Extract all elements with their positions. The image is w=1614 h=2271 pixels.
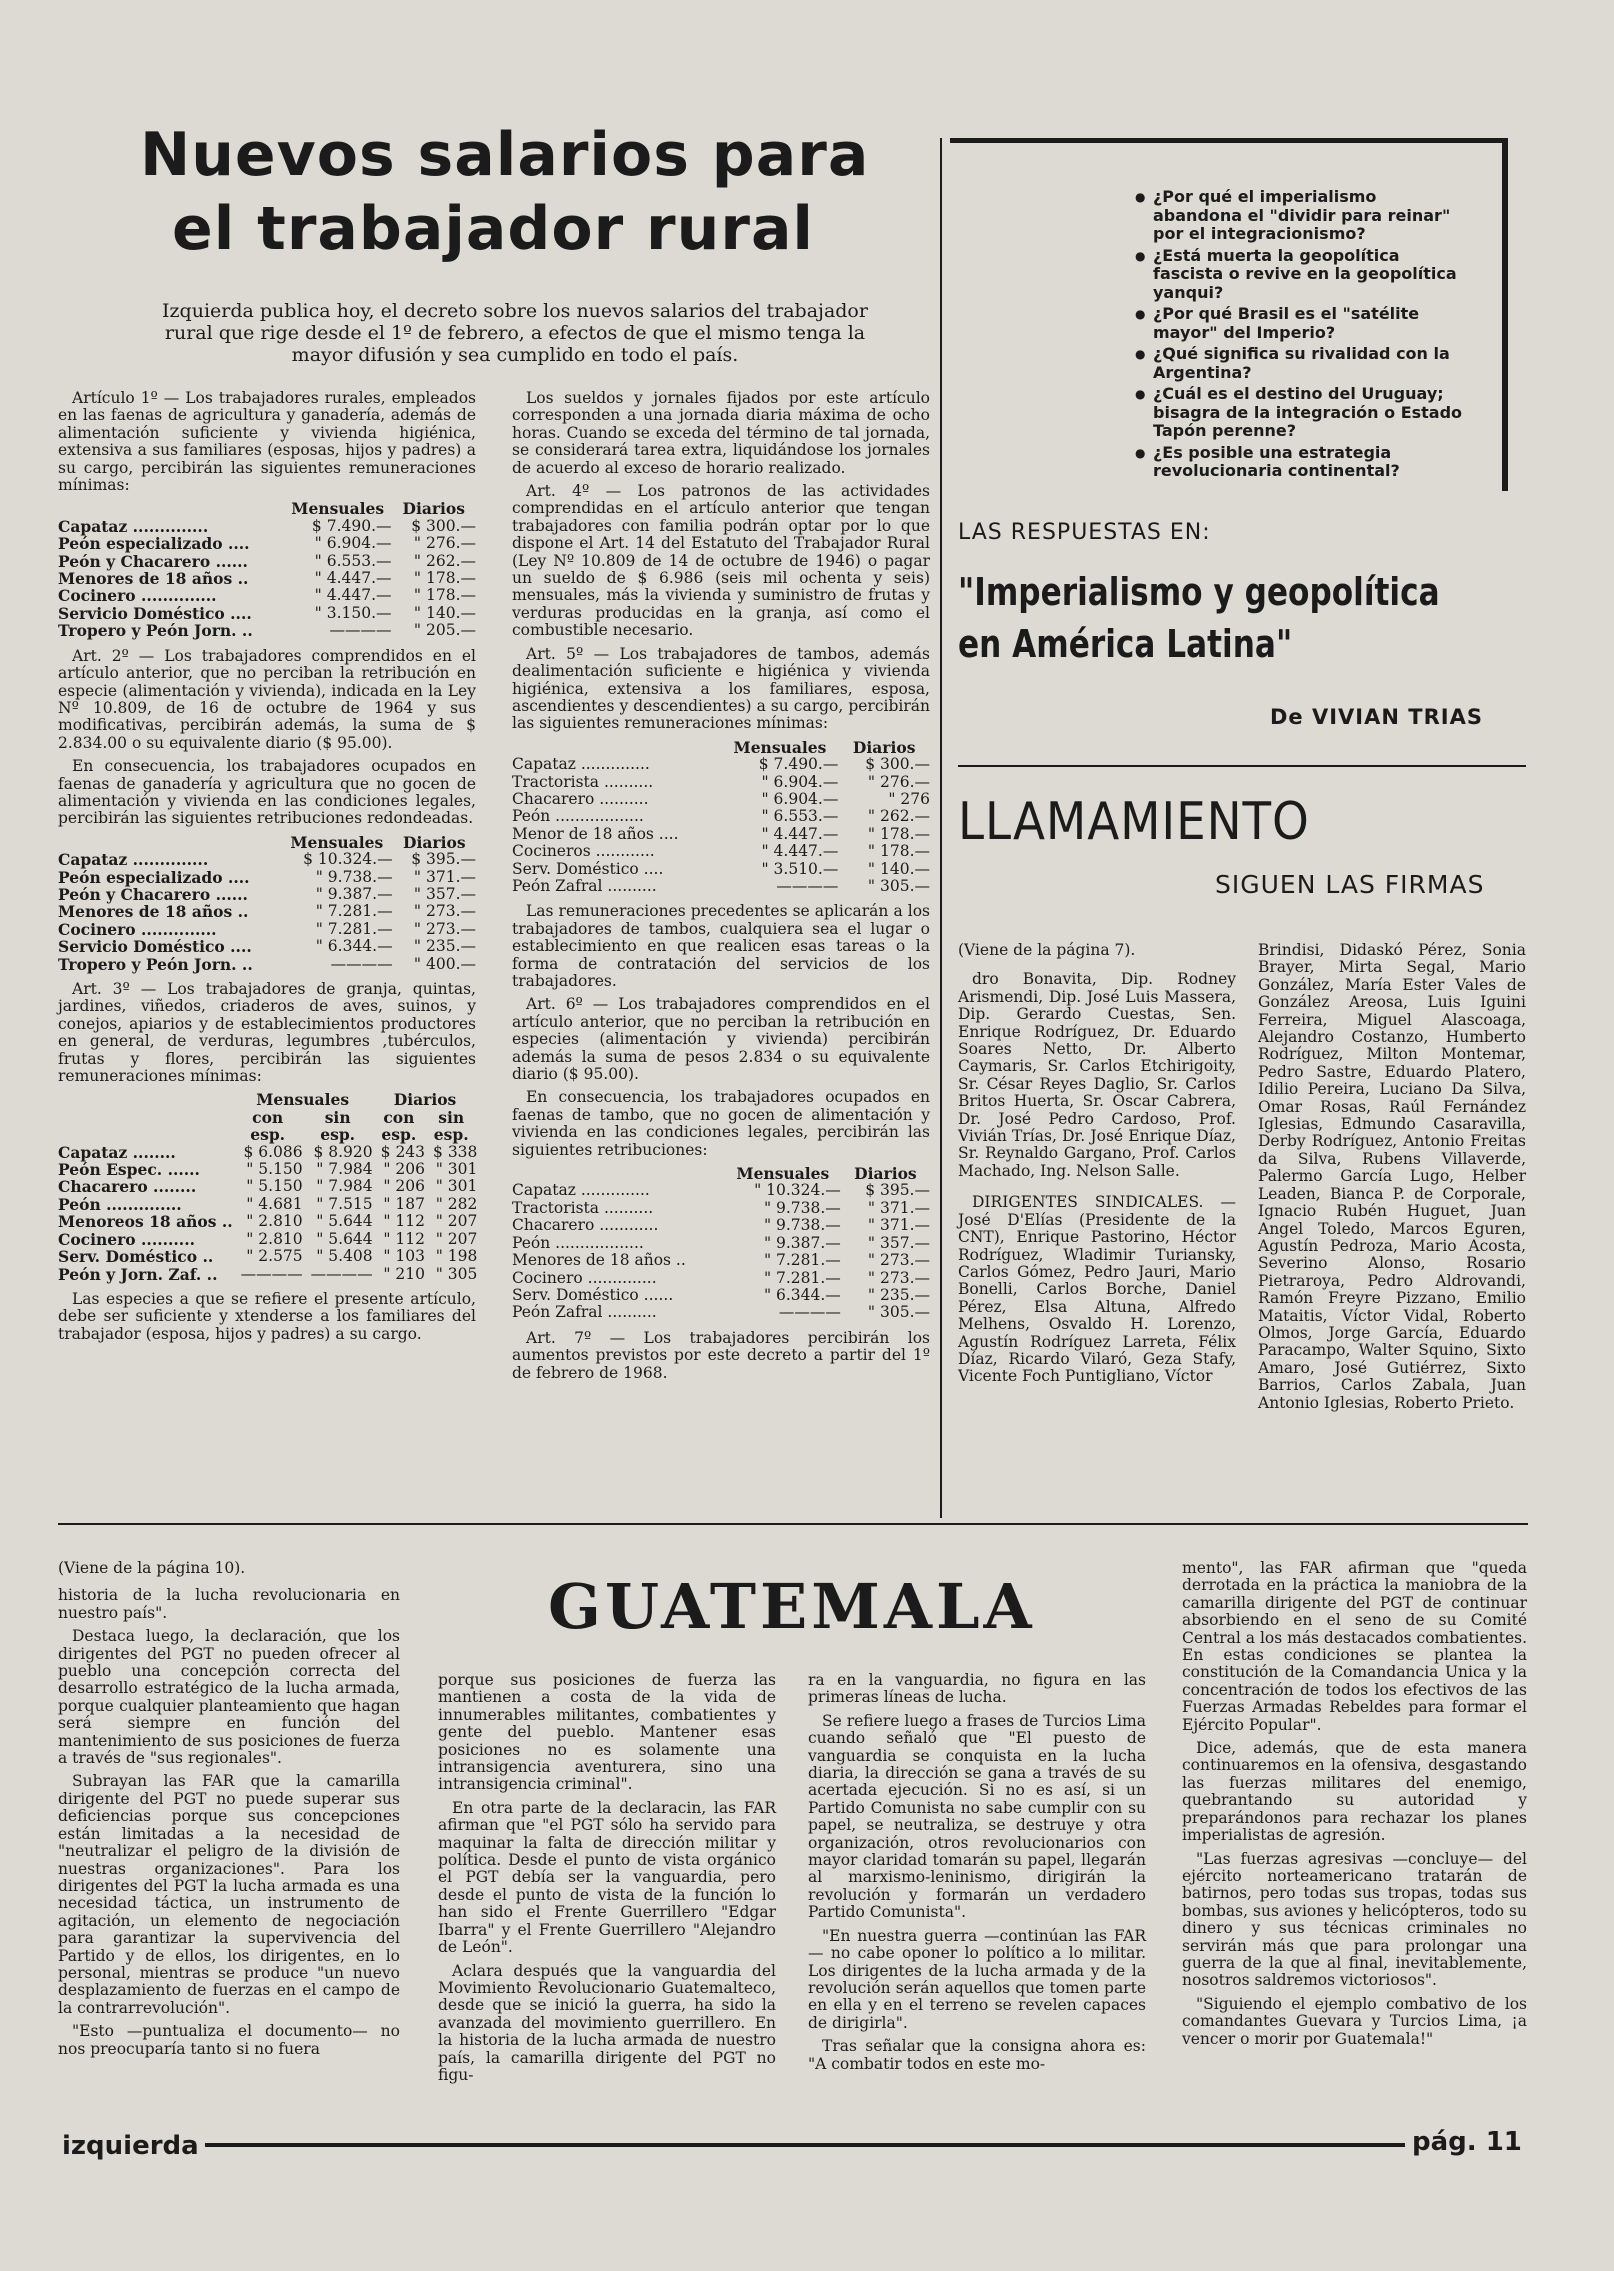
salarios-art7: Art. 7º — Los trabajadores percibirán los aumentos previstos por este decreto a partir del 1º de febrero de 1968.: [512, 1328, 930, 1382]
section-divider: [58, 1523, 1528, 1525]
table-row: Cocinero .............. " 7.281.— " 273.—: [58, 919, 476, 939]
guatemala-p5: porque sus posiciones de fuerza las mantienen a costa de la vida de innumerables militantes, combatientes y gente del pueblo. Mantener esas posiciones no es solamente una intransigencia aventurera, sino una intransigencia criminal".: [438, 1671, 776, 1794]
table-row: Peón Zafral .......... ———— " 305.—: [512, 1303, 930, 1322]
table-row: Capataz ........ $ 6.086 $ 8.920 $ 243 $ 338: [58, 1142, 478, 1162]
llamamiento-firmas-1: dro Bonavita, Dip. Rodney Arismendi, Dip. José Luis Massera, Dip. Gerardo Cuestas, Sen. Enrique Rodríguez, Dr. Eduardo Soares Netto, Dr. Alberto Caymaris, Sr. Carlos Etchirigoity, Sr. César Reyes Daglio, Sr. Carlos Britos Huerta, Sr. Oscar Cabrera, Dr. José Pedro Cardoso, Prof. Vivián Trías, Dr. José Enrique Díaz, Sr. Reynaldo Gargano, Prof. Carlos Machado, Ing. Nelson Salle.: [958, 970, 1236, 1180]
salarios-intro: Izquierda publica hoy, el decreto sobre los nuevos salarios del trabajador rural que rige desde el 1º de febrero, a efectos de que el mismo tenga la mayor difusión y sea cumplido en todo el país.: [162, 300, 868, 366]
salarios-art2: Art. 2º — Los trabajadores comprendidos en el artículo anterior, que no perciban la retribución en especie (alimentación y vivienda), indicada en la Ley Nº 10.809, de 16 de octubre de 1964 y sus modificativas, percibirán además, la suma de $ 2.834.00 o su equivalente diario ($ 95.00).: [58, 646, 476, 752]
salarios-column-1: [58, 390, 476, 1349]
table-row: Peón .............. " 4.681 " 7.515 " 187 " 282: [58, 1194, 478, 1214]
table-row: Servicio Doméstico .... " 3.150.— " 140.—: [58, 603, 476, 623]
salarios-title-line1: Nuevos salarios para: [140, 120, 870, 190]
table-row: Tractorista .......... " 9.738.— " 371.—: [512, 1198, 930, 1217]
column-divider: [940, 138, 942, 1518]
llamamiento-firmas-2: Brindisi, Didaskó Pérez, Sonia Brayer, Mirta Segal, Mario González, María Ester Vales de González Areosa, Luis Iguini Ferreira, Miguel Alascoaga, Alejandro Costanzo, Humberto Rodríguez, Milton Montemar, Pedro Sastre, Eduardo Platero, Idilio Pereira, Luciano Da Silva, Omar Rosas, Raúl Fernández Iglesias, Edmundo Casaravilla, Derby Rodríguez, Antonio Freitas da Silva, Rubens Villaverde, Palermo García Lugo, Helber Leaden, Bianca P. de Corporale, Ignacio Rubén Huguet, Juan Angel Toledo, Marcos Eguren, Agustín Pedroza, Mario Acosta, Severino Alonso, Rosario Pietraroya, Pedro Aldrovandi, Ramón Freyre Pizzano, Emilio Mataitis, Víctor Vidal, Roberto Olmos, Jorge García, Eduardo Paracampo, Walter Squino, Sixto Amaro, José Gutiérrez, Sixto Barrios, Carlos Zabala, Juan Antonio Iglesias, Roberto Prieto.: [1258, 941, 1526, 1412]
guatemala-title: GUATEMALA: [548, 1570, 1036, 1643]
guatemala-column-4: [1182, 1560, 1527, 2054]
guatemala-p15: "Siguiendo el ejemplo combativo de los comandantes Guevara y Turcios Lima, ¡a vencer o morir por Guatemala!": [1182, 1994, 1527, 2048]
table-1-header-mensuales: Mensuales: [291, 499, 385, 519]
table-row: Capataz .............. $ 10.324.— $ 395.—: [58, 850, 476, 870]
salarios-art2-b: En consecuencia, los trabajadores ocupados en faenas de ganadería y agricultura que no gocen de alimentación y vivienda en las condiciones legales, percibirán las siguientes retribuciones redondeadas.: [58, 757, 476, 828]
guatemala-viene: (Viene de la página 10).: [58, 1559, 246, 1577]
table-3-header-mensuales: Mensuales: [256, 1090, 350, 1110]
table-row: Serv. Doméstico .. " 2.575 " 5.408 " 103 " 198: [58, 1247, 478, 1267]
salarios-table-3: Mensuales Diarios con sin con sin esp. esp. esp. esp. Capataz ........ $ 6.086 $ 8.920 $ 243 $ 338 Peón Espec. ...... " 5.150 " 7.984 " 206 " 301 Chacarero ........ " 5.150 " 7.984 " 206 " 301 Peón .............. " 4.681 " 7.515 " 187 " 282 Menoreos 18 años .. " 2.810 " 5.644 " 112 " 207 Cocinero .......... " 2.810 " 5.644 " 112 " 207 Serv. Doméstico .. " 2.575 " 5.408 " 103 " 198 Peón y Jorn. Zaf. .. ———— ———— " 210 " 305: [58, 1090, 478, 1284]
book-ad-author: De VIVIAN TRIAS: [1270, 705, 1483, 729]
salarios-art5: Art. 5º — Los trabajadores de tambos, además dealimentación suficiente e higiénica y vivienda higiénica, extensiva a los familiares, esposa, ascendientes y descendientes) a su cargo, percibirán las siguientes remuneraciones mínimas:: [512, 644, 930, 733]
guatemala-column-2: [438, 1672, 776, 2090]
llamamiento-sindicales: DIRIGENTES SINDICALES. — José D'Elías (Presidente de la CNT), Enrique Pastorino, Héctor Rodríguez, Wladimir Turiansky, Carlos Gómez, Pedro Jauri, Mario Bonelli, Carlos Borche, Daniel Pérez, Elsa Altuna, Alfredo Melhens, Osvaldo H. Lorenzo, Agustín Rodríguez Larreta, Félix Díaz, Ricardo Vilaró, Geza Stafy, Vicente Foch Puntigliano, Víctor: [958, 1193, 1236, 1386]
table-row: Chacarero .......... " 6.904.— " 276: [512, 789, 930, 808]
table-row: Capataz .............. $ 7.490.— $ 300.—: [58, 516, 476, 536]
llamamiento-column-2: [1258, 942, 1526, 1418]
table-row: Tropero y Peón Jorn. .. ———— " 400.—: [58, 954, 476, 974]
table-row: Tropero y Peón Jorn. .. ———— " 205.—: [58, 621, 476, 641]
salarios-table-1: [58, 500, 476, 639]
salarios-jornada: Los sueldos y jornales fijados por este artículo corresponden a una jornada diaria máxima de ocho horas. Cuando se exceda del término de tal jornada, se considerará tarea extra, liquidándose los jornales de acuerdo al exceso de horario realizado.: [512, 389, 930, 477]
guatemala-p6: En otra parte de la declaracin, las FAR afirman que "el PGT sólo ha servido para maquinar la falta de dirección militar y política. Desde el punto de vista orgánico el PGT debía ser la vanguardia, pero desde el punto de vista de la función lo han sido el Frente Guerrillero "Edgar Ibarra" y el Frente Guerrillero "Alejandro de León".: [438, 1798, 776, 1957]
table-1-header-diarios: Diarios: [402, 499, 465, 519]
salarios-art6: Art. 6º — Los trabajadores comprendidos en el artículo anterior, que no perciban la retribución en especies (alimentación y vivienda) percibirán además la suma de pesos 2.834 o su equivalente diario ($ 95.00).: [512, 995, 930, 1084]
llamamiento-column-1: [958, 942, 1236, 1392]
table-row: Peón .................. " 6.553.— " 262.—: [512, 807, 930, 826]
table-3-header-diarios: Diarios: [393, 1090, 457, 1110]
table-row: Cocinero .............. " 7.281.— " 273.—: [512, 1268, 930, 1287]
table-row: Peón Zafral .......... ———— " 305.—: [512, 876, 930, 895]
salarios-art3: Art. 3º — Los trabajadores de granja, quintas, jardines, viñedos, criaderos de aves, suinos, y conejos, apiarios y de establecimientos productores en general, de verduras, legumbres ,tubérculos, frutas y flores, percibirán las siguientes remuneraciones mínimas:: [58, 980, 476, 1086]
table-4-header-diarios: Diarios: [852, 737, 916, 757]
guatemala-p3: Subrayan las FAR que la camarilla dirigente del PGT no puede superar sus deficiencias porque sus concepciones están limitadas a la necesidad de "neutralizar el peligro de la división de nuestras organizaciones". Para los dirigentes del PGT la lucha armada es una necesidad táctica, un instrumento de agitación, un elemento de negociación para garantizar la supervivencia del Partido y de ellos, los dirigentes, en lo personal, mientras se produce "un nuevo desplazamiento de fuerzas en el campo de la contrarrevolución".: [58, 1772, 400, 2017]
table-4-header-mensuales: Mensuales: [733, 737, 827, 757]
salarios-remuneraciones: Las remuneraciones precedentes se aplicarán a los trabajadores de tambos, cualquiera sea el lugar o establecimiento en que realicen esas tareas o la forma de contratación del servicios de los trabajadores.: [512, 902, 930, 990]
guatemala-p11: Tras señalar que la consigna ahora es: "A combatir todos en este mo-: [808, 2037, 1146, 2073]
footer-page-number: pág. 11: [1412, 2127, 1522, 2157]
guatemala-p4: "Esto —puntualiza el documento— no nos preocuparía tanto si no fuera: [58, 2022, 400, 2058]
table-row: Menores de 18 años .. " 7.281.— " 273.—: [512, 1251, 930, 1270]
book-ad-title-line2: en América Latina": [958, 622, 1293, 666]
guatemala-p7: Aclara después que la vanguardia del Movimiento Revolucionario Guatemalteco, desde que se inició la guerra, ha sido la avanzada del movimiento guerrillero. En la historia de la lucha armada de nuestro país, la camarilla dirigente del PGT no figu-: [438, 1961, 776, 2084]
table-2-header-diarios: Diarios: [403, 832, 466, 852]
salarios-title: [130, 118, 890, 266]
table-row: Peón .................. " 9.387.— " 357.—: [512, 1233, 930, 1252]
book-ad-question: ● ¿Es posible una estrategia revolucionaria continental?: [1135, 444, 1470, 481]
table-row: Capataz .............. " 10.324.— $ 395.—: [512, 1181, 930, 1200]
table-row: Peón y Chacarero ...... " 9.387.— " 357.—: [58, 884, 476, 904]
book-ad-question: ● ¿Por qué el imperialismo abandona el "dividir para reinar" por el integracionismo?: [1135, 188, 1470, 244]
salarios-title-line2: el trabajador rural: [172, 194, 814, 264]
table-row: Capataz .............. $ 7.490.— $ 300.—: [512, 755, 930, 774]
book-ad-question: ● ¿Por qué Brasil es el "satélite mayor" del Imperio?: [1135, 305, 1470, 342]
salarios-art6-b: En consecuencia, los trabajadores ocupados en faenas de tambo, que no gocen de alimentación y vivienda en las condiciones legales, percibirán las siguientes retribuciones:: [512, 1088, 930, 1159]
llamamiento-title: LLAMAMIENTO: [958, 792, 1310, 852]
table-row: Serv. Doméstico .... " 3.510.— " 140.—: [512, 859, 930, 878]
book-ad-title-line1: "Imperialismo y geopolítica: [958, 570, 1440, 614]
guatemala-p2: Destaca luego, la declaración, que los dirigentes del PGT no pueden ofrecer al pueblo una concepción correcta del desarrollo estratégico de la lucha armada, porque cualquier planteamiento que hagan será siempre en función del mantenimiento de sus posiciones de fuerza a través de "sus regionales".: [58, 1627, 400, 1768]
table-row: Peón Espec. ...... " 5.150 " 7.984 " 206 " 301: [58, 1160, 478, 1180]
guatemala-p1: historia de la lucha revolucionaria en nuestro país".: [58, 1586, 400, 1622]
table-row: Peón especializado .... " 6.904.— " 276.—: [58, 534, 476, 554]
table-row: Menoreos 18 años .. " 2.810 " 5.644 " 112 " 207: [58, 1212, 478, 1232]
llamamiento-viene: (Viene de la página 7).: [958, 941, 1136, 959]
guatemala-p13: Dice, además, que de esta manera continuaremos en la ofensiva, desgastando las fuerzas militares del enemigo, quebrantando su autoridad y preparándonos para rechazar los planes imperialistas de agresión.: [1182, 1739, 1527, 1845]
table-row: Cocinero .......... " 2.810 " 5.644 " 112 " 207: [58, 1229, 478, 1249]
book-ad-question: ● ¿Está muerta la geopolítica fascista o revive en la geopolítica yanqui?: [1135, 247, 1470, 303]
table-row: Peón y Jorn. Zaf. .. ———— ———— " 210 " 305: [58, 1264, 478, 1284]
table-2-header-mensuales: Mensuales: [290, 832, 384, 852]
salarios-table-5: [512, 1165, 930, 1322]
table-row: Serv. Doméstico ...... " 6.344.— " 235.—: [512, 1285, 930, 1304]
table-row: Peón especializado .... " 9.738.— " 371.—: [58, 867, 476, 887]
guatemala-column-1: [58, 1560, 400, 2064]
table-5-header-mensuales: Mensuales: [736, 1164, 830, 1184]
book-ad-title: [958, 566, 1518, 670]
salarios-art4: Art. 4º — Los patronos de las actividades comprendidas en el artículo anterior que tengan trabajadores con familia podrán optar por lo que dispone el Art. 14 del Estatuto del Trabajador Rural (Ley Nº 10.809 de 14 de octubre de 1946) o pagar un sueldo de $ 6.986 (seis mil ochenta y seis) mensuales, más la vivienda y suministro de frutas y verduras producidas en la granja, así como el combustible necesario.: [512, 482, 930, 640]
ad-divider: [958, 765, 1526, 767]
table-row: Chacarero ............ " 9.738.— " 371.—: [512, 1216, 930, 1235]
book-ad-questions: [1135, 188, 1470, 484]
table-row: Servicio Doméstico .... " 6.344.— " 235.—: [58, 937, 476, 957]
table-row: Cocineros ............ " 4.447.— " 178.—: [512, 842, 930, 861]
guatemala-p8: ra en la vanguardia, no figura en las primeras líneas de lucha.: [808, 1671, 1146, 1707]
salarios-art1: Artículo 1º — Los trabajadores rurales, empleados en las faenas de agricultura y ganadería, además de alimentación suficiente y vivienda higiénica, extensiva a sus familiares (esposas, hijos y padres) a su cargo, percibirán las siguientes remuneraciones mínimas:: [58, 389, 476, 495]
llamamiento-subtitle: SIGUEN LAS FIRMAS: [1215, 870, 1485, 899]
book-ad-question: ● ¿Qué significa su rivalidad con la Argentina?: [1135, 345, 1470, 382]
guatemala-p10: "En nuestra guerra —continúan las FAR— no cabe oponer lo político a lo militar. Los dirigentes de la lucha armada y de la revolución serán aquellos que tomen parte en ella y en el terreno se revelen capaces de dirigirla".: [808, 1926, 1146, 2032]
table-row: Menor de 18 años .... " 4.447.— " 178.—: [512, 824, 930, 843]
salarios-table-4: [512, 739, 930, 896]
book-ad-question: ● ¿Cuál es el destino del Uruguay; bisagra de la integración o Estado Tapón perenne?: [1135, 385, 1470, 441]
salarios-especies: Las especies a que se refiere el presente artículo, debe ser suficiente y xtenderse a los familiares del trabajador (esposa, hijos y padres) a su cargo.: [58, 1289, 476, 1343]
table-row: Cocinero .............. " 4.447.— " 178.—: [58, 586, 476, 606]
guatemala-p14: "Las fuerzas agresivas —concluye— del ejército norteamericano tratarán de batirnos, pero todas sus tropas, todas sus bombas, sus aviones y helicópteros, todo su dinero y sus técnicas criminales no servirán más que para prolongar una guerra de la que al final, inevitablemente, nosotros saldremos victoriosos".: [1182, 1849, 1527, 1990]
guatemala-p12: mento", las FAR afirman que "queda derrotada en la práctica la maniobra de la camarilla dirigente del PGT de continuar absorbiendo en el seno de su Comité Central a los más destacados combatientes. En estas condiciones se plantea la constitución de la Comandancia Unica y la concentración de todos los efectivos de las Fuerzas Armadas Rebeldes para formar el Ejército Popular".: [1182, 1559, 1528, 1734]
guatemala-column-3: [808, 1672, 1146, 2079]
table-row: Chacarero ........ " 5.150 " 7.984 " 206 " 301: [58, 1177, 478, 1197]
guatemala-p9: Se refiere luego a frases de Turcios Lima cuando señaló que "El puesto de vanguardia se conquista en la lucha diaria, la dirección se gana a través de su acertada ejecución. Si no es así, si un Partido Comunista no sabe cumplir con su papel, se neutraliza, se destruye y otra organización, otros revolucionarios con mayor claridad tomarán su papel, llegarán al marxismo-leninismo, dirigirán la revolución y formarán un verdadero Partido Comunista".: [808, 1711, 1146, 1922]
salarios-column-2: [512, 390, 930, 1388]
table-row: Peón y Chacarero ...... " 6.553.— " 262.—: [58, 551, 476, 571]
table-row: Menores de 18 años .. " 4.447.— " 178.—: [58, 569, 476, 589]
footer-rule: [205, 2143, 1405, 2147]
book-ad-respuestas: LAS RESPUESTAS EN:: [958, 520, 1211, 545]
table-row: Tractorista .......... " 6.904.— " 276.—: [512, 772, 930, 791]
footer-publication: izquierda: [62, 2131, 199, 2161]
salarios-table-2: [58, 834, 476, 973]
table-5-header-diarios: Diarios: [854, 1164, 917, 1184]
table-row: Menores de 18 años .. " 7.281.— " 273.—: [58, 902, 476, 922]
